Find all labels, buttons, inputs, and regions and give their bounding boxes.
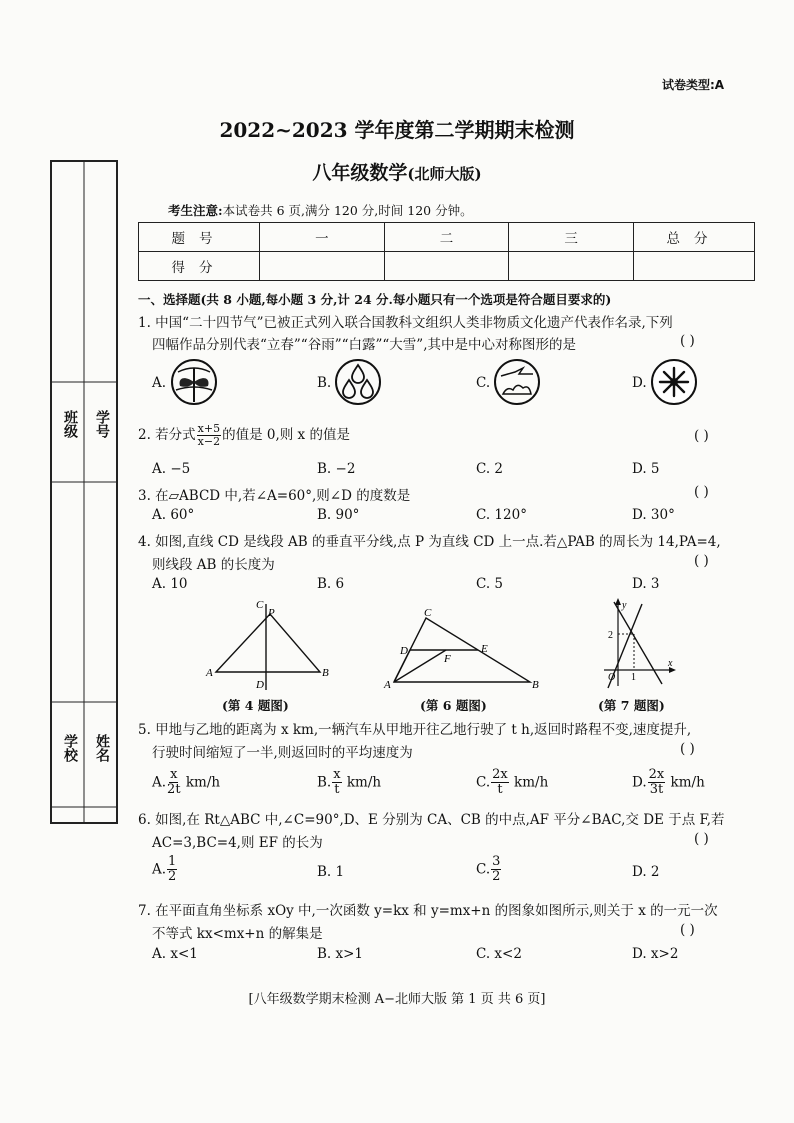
student-id-label: 学号 — [94, 410, 110, 438]
solar-term-icon-lichun — [170, 358, 218, 406]
q6-option-d: D. 2 — [632, 864, 660, 880]
q5-option-d-letter: D. — [632, 774, 647, 791]
q5-option-b-fraction — [332, 768, 341, 798]
fig4-label-b: B — [322, 667, 329, 679]
q6-option-c — [476, 855, 502, 885]
q5-option-a-letter: A. — [152, 774, 167, 791]
q2-option-c: C. 2 — [476, 461, 504, 477]
q6-option-a-fraction — [167, 855, 177, 885]
figure-7-caption: (第 7 题图) — [598, 698, 665, 713]
q6-line2: AC=3,BC=4,则 EF 的长为 — [152, 835, 323, 851]
q6-option-a-num: 1 — [168, 854, 177, 869]
score-input-cell[interactable] — [384, 252, 509, 281]
q4-line2: 则线段 AB 的长度为 — [152, 557, 275, 573]
q5-option-c-letter: C. — [476, 774, 491, 791]
q3-option-a: A. 60° — [152, 507, 195, 523]
q2-option-b: B. −2 — [317, 461, 356, 477]
q6-option-b: B. 1 — [317, 864, 345, 880]
q4-option-a: A. 10 — [152, 576, 188, 592]
answer-paren: ( ) — [694, 484, 709, 500]
answer-paren: ( ) — [680, 333, 695, 349]
class-label: 班级 — [62, 410, 78, 438]
figure-4-caption: (第 4 题图) — [222, 698, 289, 713]
fig4-label-c: C — [256, 599, 264, 611]
q5-option-a-den: 2t — [167, 782, 181, 798]
q3-option-c: C. 120° — [476, 507, 527, 523]
q5-option-a — [152, 768, 220, 798]
q7-line2: 不等式 kx<mx+n 的解集是 — [152, 926, 323, 942]
q2-fraction-denominator: x−2 — [197, 435, 221, 449]
fig4-label-p: P — [268, 607, 275, 619]
answer-paren: ( ) — [694, 553, 709, 569]
fig4-label-d: D — [256, 679, 264, 691]
q5-option-d-unit: km/h — [670, 774, 705, 791]
q7-option-c: C. x<2 — [476, 946, 522, 962]
exam-title: 2022~2023 学年度第二学期期末检测 — [219, 118, 575, 142]
q7-option-b: B. x>1 — [317, 946, 364, 962]
q5-option-c — [476, 768, 548, 798]
q5-option-d-den: 3t — [649, 782, 664, 798]
q5-option-d-fraction — [648, 768, 666, 798]
q6-option-a-den: 2 — [168, 869, 177, 885]
q7-line1: 7. 在平面直角坐标系 xOy 中,一次函数 y=kx 和 y=mx+n 的图象如图所示,则关于 x 的一元一次 — [138, 903, 718, 919]
q4-option-d: D. 3 — [632, 576, 660, 592]
figure-4-diagram — [200, 596, 340, 692]
q2-stem — [138, 423, 350, 448]
q5-option-c-den: t — [497, 782, 503, 798]
fig7-label-y: y — [622, 600, 627, 611]
q4-line1: 4. 如图,直线 CD 是线段 AB 的垂直平分线,点 P 为直线 CD 上一点.若△PAB 的周长为 14,PA=4, — [138, 534, 721, 550]
q7-option-a: A. x<1 — [152, 946, 198, 962]
q6-option-c-fraction — [491, 855, 501, 885]
q5-option-b-den: t — [334, 782, 340, 798]
q6-option-c-letter: C. — [476, 861, 491, 878]
q1-line2: 四幅作品分别代表“立春”“谷雨”“白露”“大雪”,其中是中心对称图形的是 — [152, 337, 577, 353]
q5-line2: 行驶时间缩短了一半,则返回时的平均速度为 — [152, 745, 413, 761]
score-cell: 二 — [384, 223, 509, 252]
score-input-cell[interactable] — [509, 252, 634, 281]
page-footer: [八年级数学期末检测 A−北师大版 第 1 页 共 6 页] — [248, 992, 546, 1007]
q1-option-d: D. — [632, 375, 647, 391]
score-cell: 题号 — [139, 223, 260, 252]
fig7-tick-1: 1 — [631, 672, 636, 683]
fig6-label-c: C — [424, 607, 432, 619]
q7-option-d: D. x>2 — [632, 946, 679, 962]
fig6-label-a: A — [384, 679, 391, 691]
score-cell: 一 — [260, 223, 385, 252]
q1-option-a: A. — [152, 375, 167, 391]
q5-option-a-unit: km/h — [185, 774, 221, 791]
solar-term-icon-guyu — [334, 358, 382, 406]
notice-label: 考生注意: — [168, 203, 223, 218]
section-1-heading: 一、选择题(共 8 小题,每小题 3 分,计 24 分.每小题只有一个选项是符合题目要求的) — [138, 292, 612, 307]
answer-paren: ( ) — [694, 428, 709, 444]
answer-paren: ( ) — [694, 831, 709, 847]
fig6-label-b: B — [532, 679, 539, 691]
name-label: 姓名 — [94, 734, 110, 762]
score-table-header-row — [139, 223, 755, 252]
q2-suffix: 的值是 0,则 x 的值是 — [222, 427, 350, 444]
fig6-label-f: F — [444, 653, 451, 665]
edition-label: (北师大版) — [407, 165, 482, 183]
q6-line1: 6. 如图,在 Rt△ABC 中,∠C=90°,D、E 分别为 CA、CB 的中点,AF 平分∠BAC,交 DE 于点 F,若 — [138, 812, 725, 828]
figure-6-caption: (第 6 题图) — [420, 698, 487, 713]
q5-option-b-letter: B. — [317, 774, 332, 791]
answer-paren: ( ) — [680, 922, 695, 938]
solar-term-icon-daxue — [650, 358, 698, 406]
score-input-cell[interactable] — [260, 252, 385, 281]
score-cell: 三 — [509, 223, 634, 252]
notice-text: 本试卷共 6 页,满分 120 分,时间 120 分钟。 — [222, 203, 473, 218]
q5-option-b-num: x — [333, 767, 341, 782]
q5-option-a-fraction — [167, 768, 181, 798]
score-table-score-row — [139, 252, 755, 281]
q4-option-c: C. 5 — [476, 576, 504, 592]
q3-stem: 3. 在▱ABCD 中,若∠A=60°,则∠D 的度数是 — [138, 488, 411, 504]
q5-option-c-num: 2x — [492, 767, 508, 782]
solar-term-icon-bailu — [493, 358, 541, 406]
score-table — [138, 222, 755, 281]
fig7-tick-2: 2 — [608, 630, 613, 641]
binding-grid-lines — [52, 162, 116, 822]
figure-7-diagram — [598, 596, 682, 692]
q5-option-c-fraction — [491, 768, 509, 798]
q2-option-d: D. 5 — [632, 461, 660, 477]
score-cell: 总分 — [634, 223, 755, 252]
q5-option-b — [317, 768, 381, 798]
binding-margin-frame — [50, 160, 118, 824]
fig6-label-d: D — [400, 645, 408, 657]
fig6-label-e: E — [481, 643, 488, 655]
q1-option-c: C. — [476, 375, 491, 391]
score-cell: 得分 — [139, 252, 260, 281]
q5-line1: 5. 甲地与乙地的距离为 x km,一辆汽车从甲地开往乙地行驶了 t h,返回时路程不变,速度提升, — [138, 722, 692, 738]
q6-option-c-den: 2 — [492, 869, 501, 885]
figure-6-diagram — [380, 606, 550, 692]
q2-prefix: 2. 若分式 — [138, 427, 196, 444]
subject-title: 八年级数学 — [312, 162, 408, 184]
school-label: 学校 — [62, 734, 78, 762]
triangle-pab — [216, 614, 320, 672]
q1-line1: 1. 中国“二十四节气”已被正式列入联合国教科文组织人类非物质文化遗产代表作名录,下列 — [138, 315, 673, 331]
q6-option-a — [152, 855, 178, 885]
q2-fraction-numerator: x+5 — [197, 422, 221, 435]
q5-option-b-unit: km/h — [346, 774, 382, 791]
q5-option-d-num: 2x — [648, 767, 665, 782]
q4-option-b: B. 6 — [317, 576, 345, 592]
answer-paren: ( ) — [680, 741, 695, 757]
q3-option-b: B. 90° — [317, 507, 360, 523]
q6-option-a-letter: A. — [152, 861, 167, 878]
fig4-label-a: A — [206, 667, 213, 679]
score-input-cell[interactable] — [634, 252, 755, 281]
candidate-notice — [168, 201, 473, 219]
q5-option-a-num: x — [170, 767, 178, 782]
q5-option-c-unit: km/h — [514, 774, 549, 791]
q6-option-c-num: 3 — [492, 854, 501, 869]
q2-option-a: A. −5 — [152, 461, 191, 477]
exam-type-label: 试卷类型:A — [662, 78, 725, 92]
q1-option-b: B. — [317, 375, 332, 391]
q3-option-d: D. 30° — [632, 507, 675, 523]
q2-fraction — [197, 423, 221, 448]
fig7-label-origin: O — [608, 672, 616, 683]
exam-subtitle — [0, 158, 794, 185]
q5-option-d — [632, 768, 705, 798]
fig7-label-x: x — [668, 658, 673, 669]
